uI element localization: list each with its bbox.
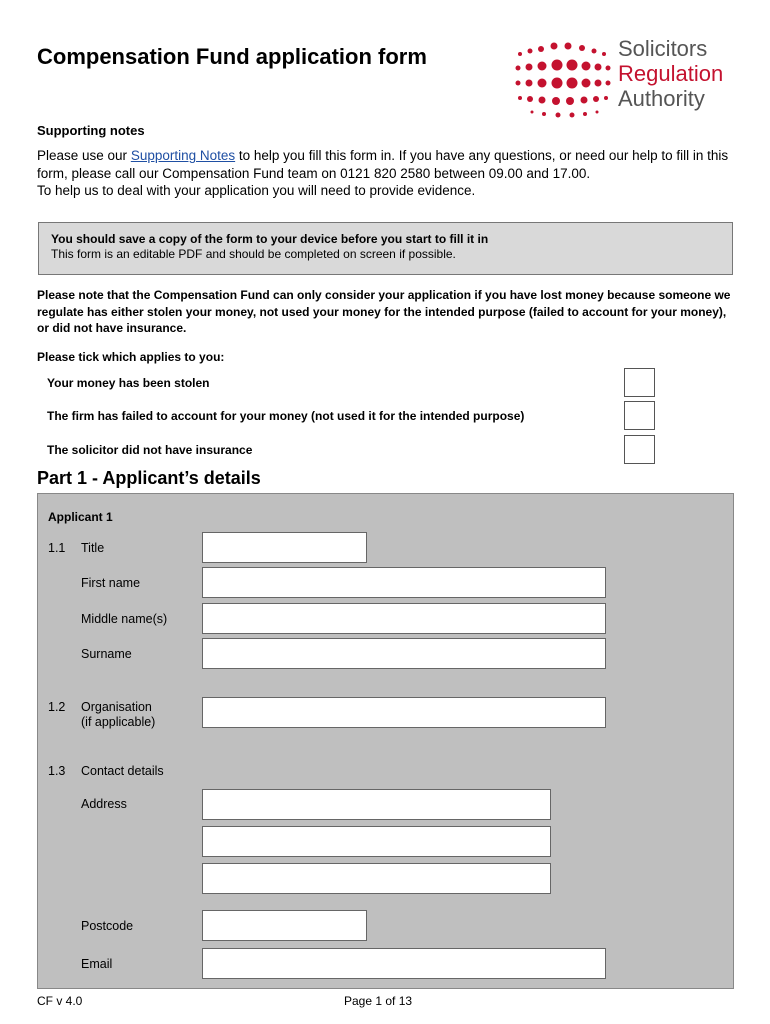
surname-input[interactable] — [202, 638, 606, 669]
address-line-1-input[interactable] — [202, 789, 551, 820]
checkbox-stolen[interactable] — [624, 368, 655, 397]
evidence-text: To help us to deal with your application you will need to provide evidence. — [37, 183, 476, 198]
first-name-input[interactable] — [202, 567, 606, 598]
email-label: Email — [81, 957, 113, 971]
address-label: Address — [81, 797, 127, 811]
tick-label-stolen: Your money has been stolen — [47, 376, 210, 390]
sra-logo — [512, 36, 742, 120]
logo-text — [618, 36, 723, 111]
address-line-2-input[interactable] — [202, 826, 551, 857]
organisation-label-line-2: (if applicable) — [81, 715, 156, 729]
organisation-label — [81, 700, 155, 730]
tick-prompt: Please tick which applies to you: — [37, 350, 225, 364]
middle-name-label: Middle name(s) — [81, 612, 168, 626]
supporting-notes-link[interactable]: Supporting Notes — [130, 148, 236, 163]
intro-text-end: to help you fill this form in. If you have any questions, or need our help to fill in this form, please call our Compensation Fund team on 0121 820 2580 between 09.00 and 17.00. — [37, 148, 729, 181]
first-name-label: First name — [81, 576, 141, 590]
postcode-label: Postcode — [81, 919, 134, 933]
organisation-input[interactable] — [202, 697, 606, 728]
save-notice-text: This form is an editable PDF and should be completed on screen if possible. — [51, 247, 456, 261]
logo-line-3: Authority — [618, 86, 705, 111]
tick-label-failed-to-account: The firm has failed to account for your money (not used it for the intended purpose) — [47, 409, 525, 423]
section-number-1-1: 1.1 — [48, 541, 66, 555]
section-number-1-3: 1.3 — [48, 764, 66, 778]
applicant-details-panel — [37, 493, 734, 989]
save-notice-box — [38, 222, 733, 275]
part1-heading: Part 1 - Applicant’s details — [37, 468, 261, 488]
save-notice-bold: You should save a copy of the form to your device before you start to fill it in — [51, 232, 489, 246]
page-number: Page 1 of 13 — [344, 994, 413, 1008]
title-label: Title — [81, 541, 105, 555]
postcode-input[interactable] — [202, 910, 367, 941]
intro-text-start: Please use our — [37, 148, 131, 163]
applicant-1-label: Applicant 1 — [48, 510, 113, 524]
intro-text — [37, 147, 737, 200]
tick-label-no-insurance: The solicitor did not have insurance — [47, 443, 253, 457]
title-input[interactable] — [202, 532, 367, 563]
checkbox-no-insurance[interactable] — [624, 435, 655, 464]
logo-line-2: Regulation — [618, 61, 724, 86]
sra-dots-icon — [512, 36, 612, 120]
section-number-1-2: 1.2 — [48, 700, 66, 714]
form-version: CF v 4.0 — [37, 994, 83, 1008]
page-title: Compensation Fund application form — [37, 44, 427, 69]
address-line-3-input[interactable] — [202, 863, 551, 894]
email-input[interactable] — [202, 948, 606, 979]
surname-label: Surname — [81, 647, 132, 661]
logo-line-1: Solicitors — [618, 36, 708, 61]
supporting-notes-heading: Supporting notes — [37, 123, 145, 138]
organisation-label-line-1: Organisation — [81, 700, 152, 714]
middle-name-input[interactable] — [202, 603, 606, 634]
checkbox-failed-to-account[interactable] — [624, 401, 655, 430]
eligibility-note: Please note that the Compensation Fund can only consider your application if you have lost money because someone we regulate has either stolen your money, not used your money for the intended purpose (failed to account for your money), or did not have insurance. — [37, 288, 731, 335]
contact-details-label: Contact details — [81, 764, 164, 778]
